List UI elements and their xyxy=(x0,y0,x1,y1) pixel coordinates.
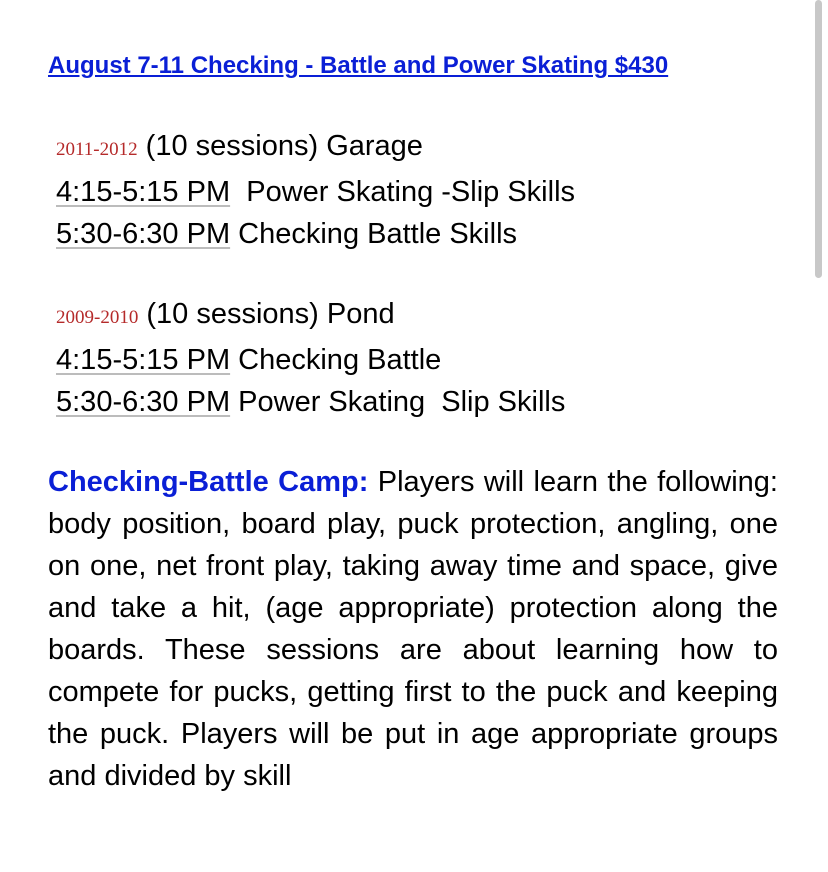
activity-label: Power Skating -Slip Skills xyxy=(230,176,576,208)
session-slot xyxy=(56,381,565,423)
time-link[interactable]: 4:15-5:15 PM xyxy=(56,344,231,376)
activity-label: Checking Battle xyxy=(230,344,442,376)
camp-title: Checking-Battle Camp: xyxy=(48,466,369,498)
session-slot xyxy=(56,339,565,381)
camp-description xyxy=(48,461,778,797)
session-slot xyxy=(56,213,575,255)
camp-header-link[interactable]: August 7-11 Checking - Battle and Power Skating $430 xyxy=(48,52,669,79)
session-info: (10 sessions) Garage xyxy=(137,130,423,162)
camp-text: Players will learn the following: body position, board play, puck protection, angling, one on one, net front play, taking away time and space, give and take a hit, (age appropriate) protection along the boards. These sessions are about learning how to compete for pucks, getting first to the puck and keeping the puck. Players will be put in age appropriate groups and divided by skill xyxy=(48,466,778,792)
scrollbar[interactable] xyxy=(815,0,822,278)
time-link[interactable]: 4:15-5:15 PM xyxy=(56,176,231,208)
activity-label: Checking Battle Skills xyxy=(230,218,518,250)
session-group-2011-2012 xyxy=(56,125,575,255)
birth-year: 2011-2012 xyxy=(56,139,138,160)
time-link[interactable]: 5:30-6:30 PM xyxy=(56,218,231,250)
session-header xyxy=(56,125,575,171)
session-header xyxy=(56,293,565,339)
activity-label: Power Skating Slip Skills xyxy=(230,386,566,418)
time-link[interactable]: 5:30-6:30 PM xyxy=(56,386,231,418)
session-info: (10 sessions) Pond xyxy=(138,298,395,330)
session-group-2009-2010 xyxy=(56,293,565,423)
session-slot xyxy=(56,171,575,213)
birth-year: 2009-2010 xyxy=(56,307,139,328)
